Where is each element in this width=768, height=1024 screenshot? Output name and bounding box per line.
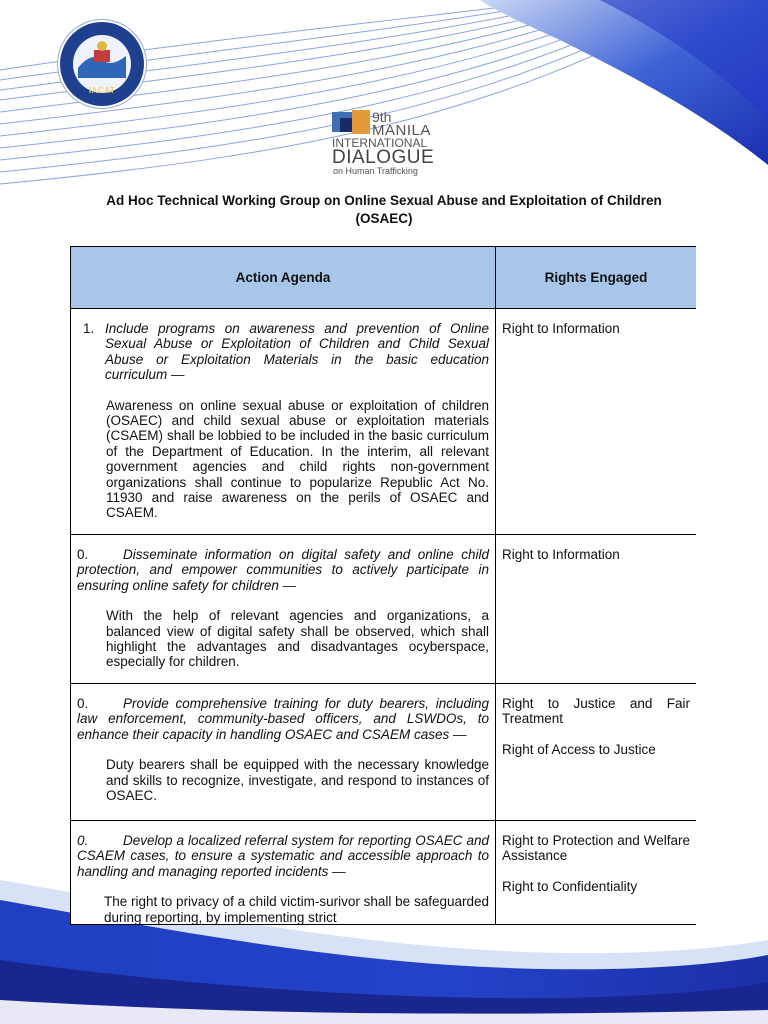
- agenda-heading-text: Develop a localized referral system for reporting OSAEC and CSAEM cases, to ensure a systematic and accessible approach to handling and managing reported incidents —: [77, 833, 489, 879]
- agenda-body-text: With the help of relevant agencies and organizations, a balanced view of digital safety shall be observed, which shall highlight the advantages and disadvantages ocyberspace, especially for children.: [106, 608, 489, 670]
- action-agenda-table: [70, 246, 696, 925]
- logo-line-1: 9th: [372, 109, 392, 125]
- column-header-action-agenda: Action Agenda: [71, 247, 496, 309]
- logo-line-5: on Human Trafficking: [333, 166, 418, 176]
- table-row: [71, 535, 697, 684]
- table-header-row: [71, 247, 697, 309]
- rights-engaged-cell: [496, 684, 697, 821]
- action-agenda-cell: [71, 684, 496, 821]
- agenda-heading: [77, 833, 489, 879]
- logo-line-4: DIALOGUE: [332, 147, 435, 168]
- logo-line-2: MANILA: [372, 122, 431, 139]
- agenda-heading-text: Disseminate information on digital safety and online child protection, and empower communities to actively participate in ensuring online safety for children —: [77, 547, 489, 593]
- action-agenda-table-container: [70, 246, 696, 925]
- agenda-heading-text: Provide comprehensive training for duty bearers, including law enforcement, community-based officers, and LSWDOs, to enhance their capacity in handling OSAEC and CSAEM cases —: [77, 696, 489, 742]
- action-agenda-cell: [71, 535, 496, 684]
- table-row: [71, 309, 697, 535]
- right-item: Right to Information: [502, 321, 620, 336]
- right-item: Right to Confidentiality: [502, 878, 638, 894]
- agenda-number: 1.: [83, 321, 95, 336]
- action-agenda-cell: [71, 309, 496, 535]
- agenda-body-text: The right to privacy of a child victim-surivor shall be safeguarded during reporting, by implementing strict: [104, 894, 489, 925]
- document-title: Ad Hoc Technical Working Group on Online Sexual Abuse and Exploitation of Children (OSAEC): [106, 193, 662, 226]
- agenda-number: 0.: [77, 833, 89, 848]
- right-item: Right of Access to Justice: [502, 741, 656, 757]
- agenda-heading: [77, 321, 489, 383]
- table-row: [71, 821, 697, 926]
- logo-line-3: INTERNATIONAL: [332, 136, 428, 150]
- logo-squares-icon: [330, 110, 370, 136]
- agenda-number: 0.: [77, 547, 89, 562]
- right-item: Right to Justice and Fair Treatment: [502, 696, 690, 727]
- rights-engaged-cell: [496, 821, 697, 926]
- manila-dialogue-logo: [330, 110, 442, 180]
- seal-label: IACAT: [88, 86, 116, 95]
- agenda-heading: [77, 696, 489, 742]
- table-row: [71, 684, 697, 821]
- agenda-number: 0.: [77, 696, 89, 711]
- agenda-body-text: Awareness on online sexual abuse or exploitation of children (OSAEC) and child sexual abuse or exploitation materials (CSAEM) shall be lobbied to be included in the basic curriculum of the Department of Education. In the interim, all relevant government agencies and child rights non-government organizations shall continue to popularize Republic Act No. 11930 and raise awareness on the perils of OSAEC and CSAEM.: [106, 397, 489, 521]
- iacat-seal-logo: [60, 22, 144, 106]
- agenda-heading-text: Include programs on awareness and prevention of Online Sexual Abuse or Exploitation of Children and Child Sexual Abuse or Exploitation Materials in the basic education curriculum —: [105, 321, 489, 383]
- agenda-body-text: Duty bearers shall be equipped with the necessary knowledge and skills to recognize, investigate, and respond to instances of OSAEC.: [106, 757, 489, 804]
- right-item: Right to Information: [502, 547, 620, 562]
- right-item: Right to Protection and Welfare Assistance: [502, 833, 690, 864]
- rights-engaged-cell: [496, 309, 697, 535]
- column-header-rights-engaged: Rights Engaged: [496, 247, 697, 309]
- action-agenda-cell: [71, 821, 496, 926]
- agenda-heading: [77, 547, 489, 593]
- rights-engaged-cell: [496, 535, 697, 684]
